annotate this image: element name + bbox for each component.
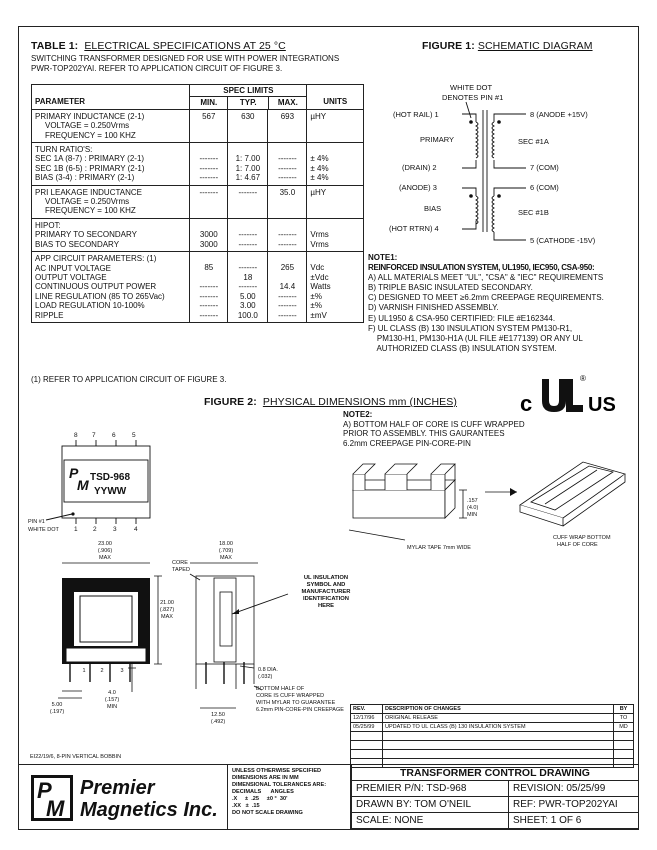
rev-by: TO [614,714,634,723]
side-view-drawing [170,536,350,726]
logo-graphic [28,772,228,824]
ul-us-letters: US [588,394,616,416]
tolerance-angles: ANGLES [270,789,294,795]
company-logo [28,772,228,829]
rev-by: MD [614,723,634,732]
note1-line: PM130-H1, PM130-H1A (UL FILE #E177139) OR ANY UL [368,333,583,343]
typ-cell-line: ------- [238,239,258,249]
typ-cell [228,218,268,251]
units-cell-line [310,145,360,154]
param-cell-line: AC INPUT VOLTAGE [35,263,112,273]
tolerance-x: .X ± .25 [232,796,260,802]
company-name: Premier [80,777,155,799]
param-cell-line: LOAD REGULATION 10-100% [35,301,145,311]
note1-line: F) UL CLASS (B) 130 INSULATION SYSTEM PM130-R1, [368,323,573,333]
bobbin-label: EI22/19/6, 8-PIN VERTICAL BOBBIN [30,754,122,760]
units-cell-line: ± 4% [310,154,329,164]
min-cell [190,218,228,251]
pin1-label: (HOT RAIL) 1 [393,110,439,119]
typ-cell-line: 3.00 [240,301,256,311]
cuff-note: BOTTOM HALF OF [256,686,305,692]
min-cell-line: ------- [199,163,219,173]
units-cell-line: Vdc [310,263,325,273]
param-cell-line: OUTPUT VOLTAGE [35,272,107,282]
typ-cell-line: ------- [238,187,258,197]
typ-cell-line: 5.00 [240,291,256,301]
dim-pitch: 5.00 [51,702,63,708]
white-dot-label-1: WHITE DOT [450,83,493,92]
typ-cell-line: ------- [238,282,258,292]
min-cell-line: ------- [199,301,219,311]
param-cell-line: BIAS TO SECONDARY [35,239,120,249]
pin-number: 7 [92,432,96,439]
param-cell-line: PRIMARY INDUCTANCE (2-1) [35,111,145,121]
pin3-label: (ANODE) 3 [399,183,437,192]
note2-line: 6.2mm CREEPAGE PIN-CORE-PIN [343,438,471,448]
ul-c-letter: c [520,391,533,416]
param-cell-line: RIPPLE [35,310,64,320]
table-row [351,723,634,732]
dim-creep: (4.0) [467,505,479,511]
note1-line: A) ALL MATERIALS MEET "UL", "CSA" & "IEC" REQUIREMENTS [368,273,604,283]
units-cell [307,109,364,142]
typ-cell [228,143,268,186]
pm-mini-logo: P [69,465,79,481]
max-cell-line: ------- [278,163,297,173]
min-cell-line: 3000 [199,239,218,249]
min-cell-line: ------- [199,291,219,301]
min-header: MIN. [190,97,228,108]
typ-cell-line [231,221,264,230]
param-cell-line: SEC 1B (6-5) : PRIMARY (2-1) [35,163,145,173]
typ-cell-line: 1: 7.00 [235,154,261,164]
pin8-label: 8 (ANODE +15V) [530,110,588,119]
tolerance-xx: .XX ± .15 [232,803,260,809]
pin-number: 2 [100,668,104,674]
typ-cell-line [231,254,264,263]
units-cell-line: Watts [310,282,331,292]
dim-width: 23.00 [98,541,112,547]
min-cell-line: ------- [199,173,219,183]
param-cell-line: TURN RATIO'S: [35,145,93,155]
pin1-note: PIN #1 [28,519,45,525]
max-header: MAX. [277,98,298,108]
table-row [32,143,364,186]
tolerance-line: DIMENSIONS ARE IN MM [232,775,299,781]
pin-number: 6 [112,432,116,439]
typ-cell-line: 100.0 [237,310,258,320]
param-cell-line: VOLTAGE = 0.250Vrms [45,121,130,131]
table1-footnote: (1) REFER TO APPLICATION CIRCUIT OF FIGURE 3. [31,375,227,384]
cuff-note: CORE IS CUFF WRAPPED [256,693,325,699]
top-view-drawing [24,428,164,538]
units-cell-line: ±mV [310,310,327,320]
units-cell [307,252,364,323]
max-cell [268,218,307,251]
dim-depth: 18.00 [219,541,233,547]
max-cell-line: ------- [278,239,297,249]
dim-pinrow: (.492) [210,719,226,725]
pm-mini-logo: M [77,477,89,493]
units-header: UNITS [307,85,364,110]
pin-number: 2 [93,526,97,533]
dim-pitch: (.197) [49,709,65,715]
ul-symbol-line: SYMBOL AND [306,582,346,588]
param-cell-line: FREQUENCY = 100 KHZ [45,206,136,216]
pin7-label: 7 (COM) [530,163,559,172]
typ-cell [228,109,268,142]
pin-number: 3 [120,668,124,674]
part-number: PREMIER P/N: TSD-968 [352,781,509,797]
units-cell-line: Vrms [310,239,329,249]
units-cell-line: µHY [310,187,327,197]
schematic-diagram [370,80,635,250]
table-row [32,252,364,323]
dim-creep: MIN [467,512,478,518]
dim-pin: 4.0 [108,690,116,696]
dim-pin: (.157) [104,697,120,703]
revision-date: REVISION: 05/25/99 [509,781,639,797]
table-row [351,714,634,723]
units-cell-line: ± 4% [310,163,329,173]
max-cell-line [271,145,303,154]
max-cell-line: 14.4 [279,282,296,292]
max-cell-line: ------- [278,291,297,301]
ul-recognized-mark [520,373,630,418]
param-cell-line: FREQUENCY = 100 KHZ [45,130,136,140]
min-cell [190,109,228,142]
pin5-label: 5 (CATHODE -15V) [530,236,596,245]
typ-cell-line: 1: 7.00 [235,163,261,173]
pin-number: 1 [82,668,86,674]
core-isometric-drawing [345,460,635,555]
min-cell-line: 85 [204,263,214,273]
no-scale-note: DO NOT SCALE DRAWING [232,810,303,816]
units-cell-line: ±% [310,301,322,311]
pin1-note: WHITE DOT [28,527,59,533]
cuff-wrap-label: HALF OF CORE [557,542,598,548]
units-cell-line [310,254,360,263]
table1-subtitle: SWITCHING TRANSFORMER DESIGNED FOR USE WITH POWER INTEGRATIONS PWR-TOP202YAI. REFER TO APPLICATION CIRCUIT OF FIGURE 3. [31,54,340,73]
units-cell-line: µHY [310,111,327,121]
cuff-wrap-label: CUFF WRAP BOTTOM [553,535,611,541]
min-cell [190,143,228,186]
ul-symbol-line: UL INSULATION [303,575,349,581]
note1-line: D) VARNISH FINISHED ASSEMBLY. [368,303,499,313]
param-cell [32,218,190,251]
param-cell [32,143,190,186]
max-cell-line: ------- [278,154,297,164]
note1-line: E) UL1950 & CSA-950 CERTIFIED: FILE #E162344. [368,313,556,323]
max-cell [268,143,307,186]
company-name: Magnetics Inc. [80,799,218,821]
pin-number: 1 [74,526,78,533]
param-cell-line: PRIMARY TO SECONDARY [35,230,137,240]
pin-dia: (.032) [258,674,273,680]
pin-number: 5 [132,432,136,439]
param-cell-line: VOLTAGE = 0.250Vrms [45,197,130,207]
note1-subtitle: REINFORCED INSULATION SYSTEM, UL1950, IEC950, CSA-950: [368,263,595,273]
sec1b-label: SEC #1B [518,208,549,217]
figure2-title: FIGURE 2: PHYSICAL DIMENSIONS mm (INCHES) [204,396,457,408]
max-cell [268,252,307,323]
reference: REF: PWR-TOP202YAI [509,797,639,813]
sheet-number: SHEET: 1 OF 6 [509,813,639,829]
max-cell-line [271,273,303,282]
note2-line: A) BOTTOM HALF OF CORE IS CUFF WRAPPED [343,419,525,429]
front-view-drawing [30,536,180,726]
ul-logo-glyph [542,379,583,412]
min-cell-line: ------- [199,187,219,197]
ul-symbol-line: HERE [317,603,335,609]
max-cell-line: ------- [278,301,297,311]
note1-title: NOTE1: [368,253,398,262]
max-cell-line [271,221,303,230]
rev-date: 12/17/96 [351,714,383,723]
table1-title: TABLE 1: ELECTRICAL SPECIFICATIONS AT 25 °C [31,40,286,52]
max-cell-line: ------- [278,173,297,183]
logo-monogram: P [37,778,52,803]
min-cell-line [193,273,224,282]
tolerance-line: UNLESS OTHERWISE SPECIFIED [232,768,322,774]
pin-number: 3 [113,526,117,533]
ul-symbol-line: MANUFACTURER [301,589,351,595]
tolerance-block [227,764,351,830]
min-cell [190,185,228,218]
figure1-title: FIGURE 1: SCHEMATIC DIAGRAM [422,40,593,52]
note1 [368,253,633,354]
mylar-label: MYLAR TAPE 7mm WIDE [407,545,471,551]
param-cell-line: BIAS (3-4) : PRIMARY (2-1) [35,173,135,183]
typ-cell-line: ------- [238,230,258,240]
units-cell [307,218,364,251]
rev-header: BY [614,705,634,714]
spec-table [31,84,364,323]
pin-number: 4 [134,526,138,533]
min-cell-line: ------- [199,282,219,292]
note1-line: AUTHORIZED CLASS (B) INSULATION SYSTEM. [368,343,557,353]
dim-height: (.827) [159,607,175,613]
pin-number: 8 [74,432,78,439]
date-code: YYWW [94,486,127,497]
tolerance-angle-value: ±0 ° 30' [266,796,288,802]
revision-table [350,704,634,768]
max-cell [268,185,307,218]
max-cell-line [271,254,303,263]
dim-depth: (.709) [218,548,234,554]
dim-depth: MAX [220,555,232,561]
pin-dia: 0.8 DIA. [258,667,278,673]
units-cell [307,143,364,186]
units-cell-line: ± 4% [310,173,329,183]
primary-label: PRIMARY [420,135,455,144]
bias-label: BIAS [424,204,442,213]
min-cell-line: ------- [199,154,219,164]
min-cell [190,252,228,323]
rev-desc: UPDATED TO UL CLASS (B) 130 INSULATION SYSTEM [382,723,613,732]
rev-header: DESCRIPTION OF CHANGES [382,705,613,714]
typ-cell-line: 630 [241,111,255,121]
param-cell-line: LINE REGULATION (85 TO 265Vac) [35,291,165,301]
dim-pin: MIN [106,704,118,710]
rev-date: 05/25/99 [351,723,383,732]
sec1a-label: SEC #1A [518,137,549,146]
min-cell-line [193,145,224,154]
cuff-note: WITH MYLAR TO GUARANTEE [256,700,336,706]
rev-header: REV. [351,705,383,714]
typ-cell [228,185,268,218]
param-cell-line: SEC 1A (8-7) : PRIMARY (2-1) [35,154,145,164]
max-cell-line: ------- [278,310,297,320]
drawing-title: TRANSFORMER CONTROL DRAWING [352,765,639,781]
note1-line: B) TRIPLE BASIC INSULATED SECONDARY. [368,283,533,293]
table-row [32,109,364,142]
param-cell [32,109,190,142]
cuff-note: 6.2mm PIN-CORE-PIN CREEPAGE [256,707,344,713]
units-cell-line [310,221,360,230]
note2-line: PRIOR TO ASSEMBLY. THIS GAURANTEES [343,429,505,439]
units-cell-line: ±Vdc [310,272,329,282]
min-cell-line: ------- [199,310,219,320]
typ-cell-line [231,145,264,154]
note1-line: C) DESIGNED TO MEET ≥6.2mm CREEPAGE REQUIREMENTS. [368,293,604,303]
title-block [351,764,639,829]
max-cell-line: 265 [280,263,295,273]
dim-height: 21.00 [160,600,174,606]
white-dot-label-2: DENOTES PIN #1 [442,93,504,102]
min-cell-line [193,254,224,263]
dim-width: (.906) [97,548,113,554]
spec-limits-header: SPEC LIMITS [190,85,306,97]
core-taped-label: TAPED [172,567,190,573]
tolerance-line: DIMENSIONAL TOLERANCES ARE: [232,782,327,788]
min-cell-line [193,221,224,230]
rev-desc: ORIGINAL RELEASE [382,714,613,723]
ul-symbol-note [298,575,354,610]
note2 [343,410,525,448]
pin6-label: 6 (COM) [530,183,559,192]
typ-cell [228,252,268,323]
table-row [32,185,364,218]
tolerance-decimals: DECIMALS [232,789,262,795]
min-cell-line: 3000 [199,230,218,240]
dim-creep: .157 [467,498,478,504]
dim-height: MAX [161,614,173,620]
units-cell [307,185,364,218]
pin2-label: (DRAIN) 2 [402,163,437,172]
param-cell-line: PRI LEAKAGE INDUCTANCE [35,187,142,197]
param-cell [32,185,190,218]
param-cell-line: CONTINUOUS OUTPUT POWER [35,282,157,292]
param-cell-line: APP CIRCUIT PARAMETERS: (1) [35,254,157,264]
typ-header: TYP. [228,97,269,108]
max-cell [268,109,307,142]
part-label: TSD-968 [90,472,131,483]
scale: SCALE: NONE [352,813,509,829]
ul-registered: ® [580,374,586,383]
drawn-by: DRAWN BY: TOM O'NEIL [352,797,509,813]
max-cell-line: 693 [280,111,295,121]
table-row [32,218,364,251]
typ-cell-line: 1: 4.67 [235,173,261,183]
typ-cell-line: 18 [243,272,253,282]
pin4-label: (HOT RTRN) 4 [389,224,439,233]
min-cell-line: 567 [202,111,216,121]
param-cell-line: HIPOT: [35,220,61,230]
units-cell-line: Vrms [310,230,329,240]
max-cell-line: 35.0 [279,187,296,197]
core-taped-label: CORE [172,560,188,566]
note2-title: NOTE2: [343,410,373,419]
units-cell-line: ±% [310,291,322,301]
ul-symbol-line: IDENTIFICATION [303,596,349,602]
param-cell [32,252,190,323]
param-header: PARAMETER [32,85,190,110]
typ-cell-line: ------- [238,263,258,273]
max-cell-line: ------- [278,230,297,240]
dim-width: MAX [99,555,111,561]
dim-pinrow: 12.50 [211,712,225,718]
logo-monogram: M [46,796,65,821]
